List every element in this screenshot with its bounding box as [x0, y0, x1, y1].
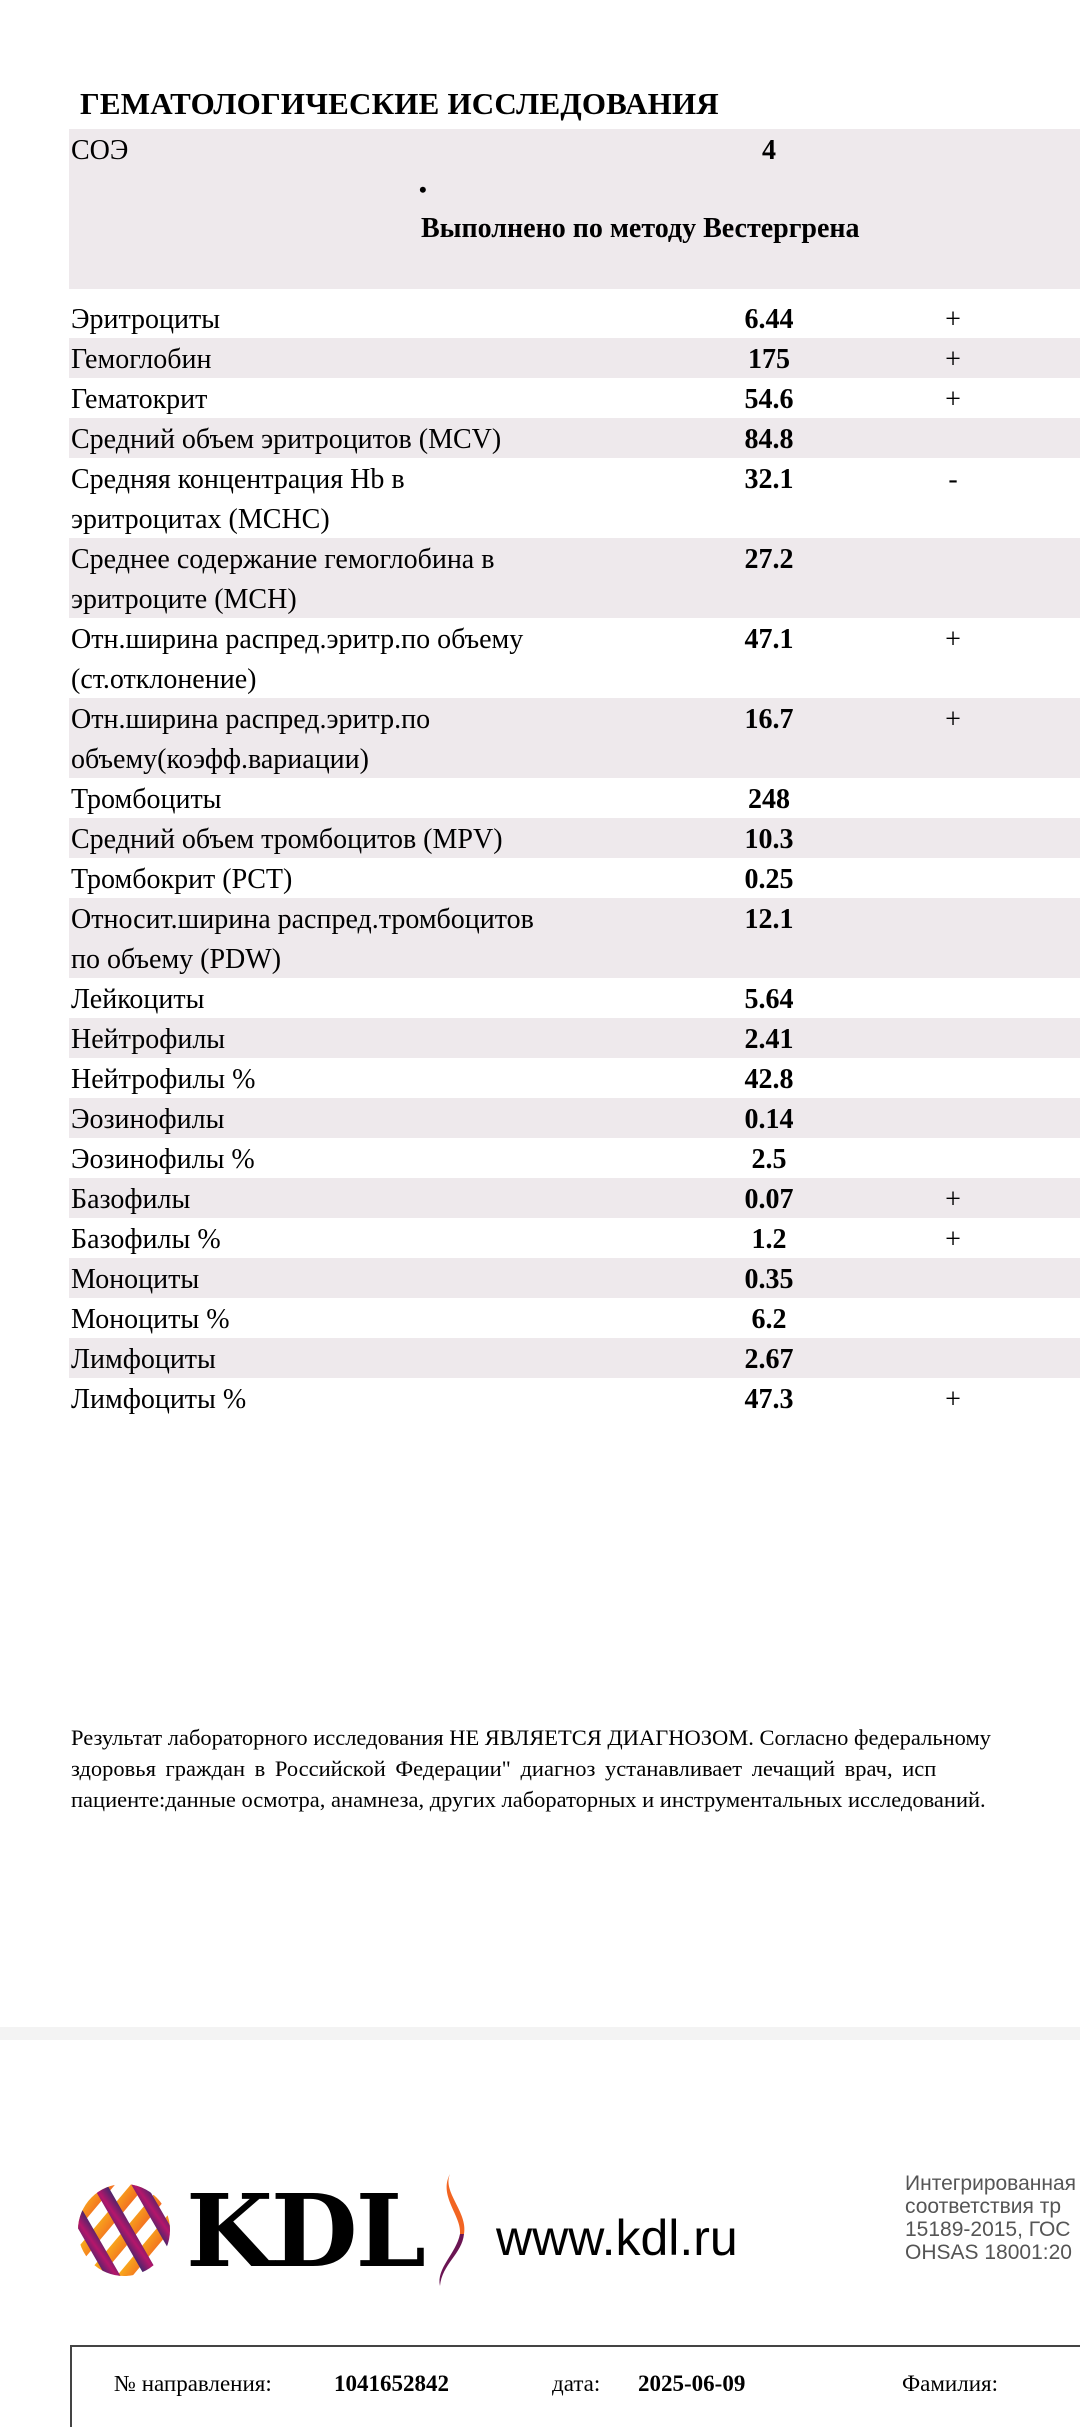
page-divider [0, 2027, 1080, 2040]
deviation-flag: + [945, 304, 961, 335]
test-value: 54.6 [744, 384, 794, 415]
test-name-line: Моноциты [71, 1264, 200, 1295]
test-name-line: объему(коэфф.вариации) [71, 744, 369, 775]
table-row [69, 778, 1080, 818]
table-row [69, 1258, 1080, 1298]
test-value: 1.2 [751, 1224, 787, 1255]
disclaimer [71, 1722, 1080, 1815]
referral-date-value: 2025-06-09 [638, 2371, 746, 2396]
test-value: 16.7 [744, 704, 794, 735]
referral-date-label: дата: [552, 2371, 601, 2396]
table-row [69, 418, 1080, 458]
table-row [69, 538, 1080, 618]
table-row [69, 858, 1080, 898]
row-spacer [69, 289, 1080, 298]
test-value: 47.3 [744, 1384, 794, 1415]
disclaimer-line: здоровья граждан в Российской Федерации" диагноз устанавливает лечащий врач, исп [71, 1756, 937, 1781]
test-name-line: Лимфоциты % [71, 1384, 247, 1415]
test-value: 84.8 [744, 424, 794, 455]
test-name-line: эритроците (MCH) [71, 584, 297, 615]
table-row [69, 378, 1080, 418]
test-name [71, 380, 207, 420]
test-name-line: Нейтрофилы % [71, 1064, 256, 1095]
table-row [69, 458, 1080, 538]
test-value: 6.44 [744, 304, 794, 335]
table-row [69, 1378, 1080, 1418]
table-row [69, 1338, 1080, 1378]
referral-number-value: 1041652842 [334, 2371, 449, 2396]
test-value: 10.3 [744, 824, 794, 855]
test-name: СОЭ [71, 135, 129, 166]
test-name [71, 340, 211, 380]
test-value: 47.1 [744, 624, 794, 655]
test-name [71, 780, 222, 820]
table-row [69, 298, 1080, 338]
test-value: 248 [748, 784, 790, 815]
test-name [71, 620, 523, 700]
test-value: 175 [748, 344, 790, 375]
test-value: 12.1 [744, 904, 794, 935]
test-name [71, 1060, 255, 1100]
table-row [69, 978, 1080, 1018]
test-name-line: Средняя концентрация Hb в [71, 464, 405, 495]
table-row [69, 1218, 1080, 1258]
test-name [71, 420, 501, 460]
table-row [69, 818, 1080, 858]
test-value: 2.41 [744, 1024, 794, 1055]
test-name-line: Тромбокрит (PCT) [71, 864, 293, 895]
logo-swoosh-icon [434, 2172, 474, 2288]
test-name [71, 980, 204, 1020]
test-name [71, 860, 292, 900]
test-name [71, 1340, 216, 1380]
test-name-line: по объему (PDW) [71, 944, 282, 975]
test-name [71, 540, 494, 620]
table-row [69, 1178, 1080, 1218]
certification-text [905, 2172, 1076, 2264]
test-name-line: Средний объем эритроцитов (MCV) [71, 424, 502, 455]
table-row [69, 618, 1080, 698]
table-row [69, 898, 1080, 978]
disclaimer-line: Результат лабораторного исследования НЕ ЯВЛЯЕТСЯ ДИАГНОЗОМ. Согласно федеральному [71, 1725, 991, 1750]
table-row [69, 1098, 1080, 1138]
website-link[interactable]: www.kdl.ru [496, 2210, 738, 2266]
deviation-flag: + [945, 1184, 961, 1215]
test-value: 6.2 [751, 1304, 787, 1335]
test-name-line: Гематокрит [71, 384, 208, 415]
deviation-flag: + [945, 1384, 961, 1415]
deviation-flag: + [945, 624, 961, 655]
surname-label: Фамилия: [902, 2371, 998, 2396]
test-name [71, 820, 503, 860]
test-name-line: Лимфоциты [71, 1344, 216, 1375]
test-name [71, 1260, 199, 1300]
test-value: 27.2 [744, 544, 794, 575]
test-name-line: Относит.ширина распред.тромбоцитов [71, 904, 534, 935]
test-name [71, 1020, 225, 1060]
test-value: 42.8 [744, 1064, 794, 1095]
test-value: 4 [762, 135, 776, 166]
test-value: 2.67 [744, 1344, 794, 1375]
cert-line: соответствия тр [905, 2195, 1062, 2218]
cert-line: 15189-2015, ГОС [905, 2218, 1071, 2241]
test-value: 32.1 [744, 464, 794, 495]
deviation-flag: - [948, 464, 958, 495]
logo-wordmark: KDL [186, 2172, 424, 2290]
test-name-line: эритроцитах (MCHC) [71, 504, 330, 535]
test-name-line: Отн.ширина распред.эритр.по [71, 704, 431, 735]
section-title: ГЕМАТОЛОГИЧЕСКИЕ ИССЛЕДОВАНИЯ [80, 86, 719, 121]
results-table [69, 129, 1080, 1418]
table-row [69, 338, 1080, 378]
test-name [71, 460, 405, 540]
disclaimer-line: пациенте:данные осмотра, анамнеза, других лабораторных и инструментальных исследований. [71, 1787, 986, 1812]
table-row [69, 1018, 1080, 1058]
test-name-line: Эозинофилы [71, 1104, 225, 1135]
test-name-line: Моноциты % [71, 1304, 230, 1335]
test-name-line: Базофилы [71, 1184, 191, 1215]
test-name-line: Гемоглобин [71, 344, 212, 375]
test-name [71, 1380, 246, 1420]
deviation-flag: + [945, 384, 961, 415]
test-name [71, 1220, 221, 1260]
table-row [69, 698, 1080, 778]
test-value: 0.25 [744, 864, 794, 895]
deviation-flag: + [945, 344, 961, 375]
results-rows [69, 298, 1080, 1418]
test-name-line: Отн.ширина распред.эритр.по объему [71, 624, 524, 655]
test-name-line: Эритроциты [71, 304, 221, 335]
test-name [71, 900, 534, 980]
table-row [69, 1138, 1080, 1178]
deviation-flag: + [945, 1224, 961, 1255]
test-name-line: Тромбоциты [71, 784, 222, 815]
test-name [71, 300, 220, 340]
cert-line: OHSAS 18001:20 [905, 2241, 1072, 2264]
test-name [71, 1300, 230, 1340]
test-name-line: Нейтрофилы [71, 1024, 226, 1055]
test-name-line: Средний объем тромбоцитов (MPV) [71, 824, 503, 855]
test-value: 0.35 [744, 1264, 794, 1295]
test-name-line: Среднее содержание гемоглобина в [71, 544, 495, 575]
test-name [71, 1140, 255, 1180]
referral-number-label: № направления: [114, 2371, 272, 2396]
table-row [69, 1058, 1080, 1098]
method-note: Выполнено по методу Вестергрена [421, 213, 860, 244]
test-name-line: Базофилы % [71, 1224, 221, 1255]
test-value: 0.14 [744, 1104, 794, 1135]
cert-line: Интегрированная [905, 2172, 1077, 2195]
test-value: 2.5 [751, 1144, 787, 1175]
test-value: 5.64 [744, 984, 794, 1015]
bullet-icon: • [419, 177, 427, 202]
test-name [71, 1100, 224, 1140]
test-name [71, 1180, 190, 1220]
deviation-flag: + [945, 704, 961, 735]
table-row-esr [69, 129, 1080, 289]
test-name-line: Лейкоциты [71, 984, 205, 1015]
test-name [71, 700, 430, 780]
test-name-line: Эозинофилы % [71, 1144, 255, 1175]
test-value: 0.07 [744, 1184, 794, 1215]
logo-ball-icon [76, 2182, 172, 2278]
table-row [69, 1298, 1080, 1338]
test-name-line: (ст.отклонение) [71, 664, 257, 695]
referral-box [70, 2345, 1080, 2427]
